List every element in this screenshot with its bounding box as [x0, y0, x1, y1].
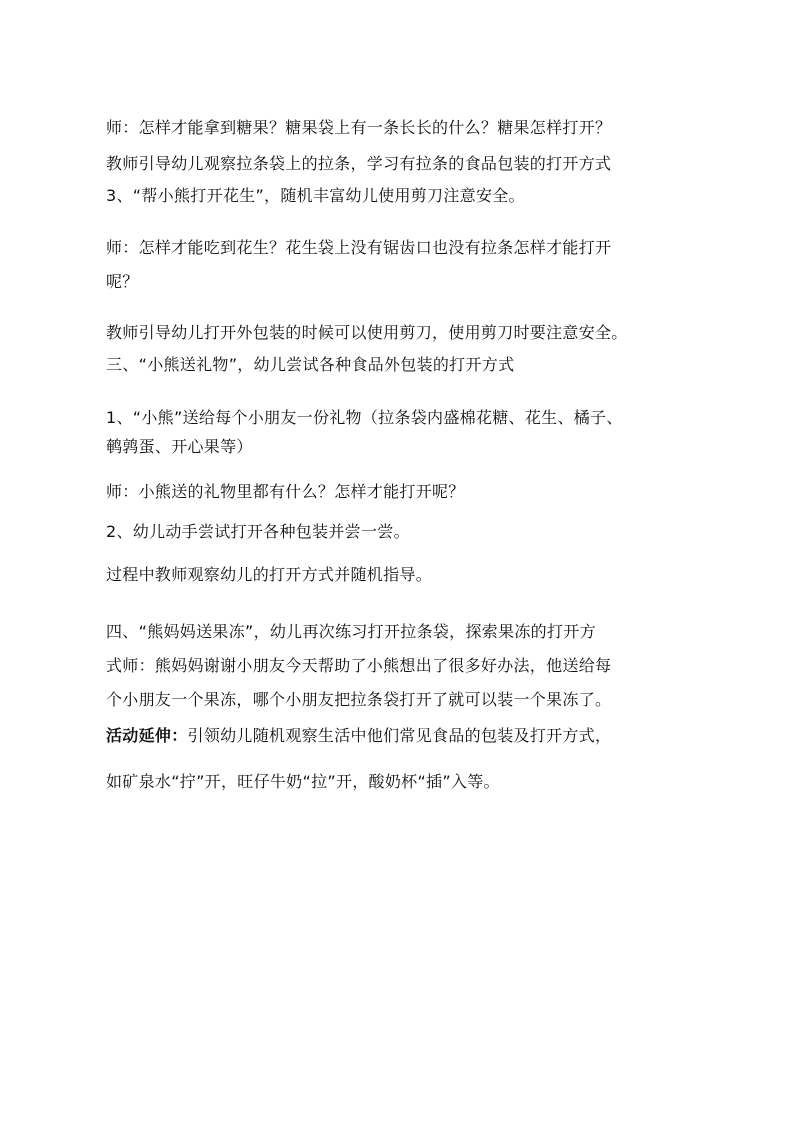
paragraph-line: 教师引导幼儿打开外包装的时候可以使用剪刀，使用剪刀时要注意安全。 — [106, 323, 628, 342]
paragraph-line: 1、“小熊”送给每个小朋友一份礼物（拉条袋内盛棉花糖、花生、橘子、 — [106, 408, 623, 427]
paragraph-line: 过程中教师观察幼儿的打开方式并随机指导。 — [106, 565, 433, 584]
paragraph-line: 教师引导幼儿观察拉条袋上的拉条，学习有拉条的食品包装的打开方式 — [106, 154, 612, 173]
paragraph-line: 个小朋友一个果冻，哪个小朋友把拉条袋打开了就可以装一个果冻了。 — [106, 690, 612, 709]
extension-text: 引领幼儿随机观察生活中他们常见食品的包装及打开方式， — [187, 726, 612, 745]
extension-label: 活动延伸： — [106, 726, 188, 745]
paragraph-line: 鹌鹑蛋、开心果等） — [106, 437, 253, 456]
paragraph-line: 3、“帮小熊打开花生”，随机丰富幼儿使用剪刀注意安全。 — [106, 186, 525, 205]
extension-line — [106, 726, 611, 746]
paragraph-line: 式师：熊妈妈谢谢小朋友今天帮助了小熊想出了很多好办法，他送给每 — [106, 656, 612, 675]
paragraph-line: 师：小熊送的礼物里都有什么？怎样才能打开呢？ — [106, 482, 465, 501]
section-heading: 四、“熊妈妈送果冻”，幼儿再次练习打开拉条袋，探索果冻的打开方 — [106, 622, 596, 641]
paragraph-line: 呢？ — [106, 272, 139, 291]
paragraph-line: 如矿泉水“拧”开，旺仔牛奶“拉”开，酸奶杯“插”入等。 — [106, 772, 500, 791]
section-heading: 三、“小熊送礼物”，幼儿尝试各种食品外包装的打开方式 — [106, 355, 515, 374]
paragraph-line: 师：怎样才能吃到花生？花生袋上没有锯齿口也没有拉条怎样才能打开 — [106, 238, 612, 257]
paragraph-line: 2、幼儿动手尝试打开各种包装并尝一尝。 — [106, 522, 410, 541]
paragraph-line: 师：怎样才能拿到糖果？糖果袋上有一条长长的什么？糖果怎样打开？ — [106, 118, 612, 137]
